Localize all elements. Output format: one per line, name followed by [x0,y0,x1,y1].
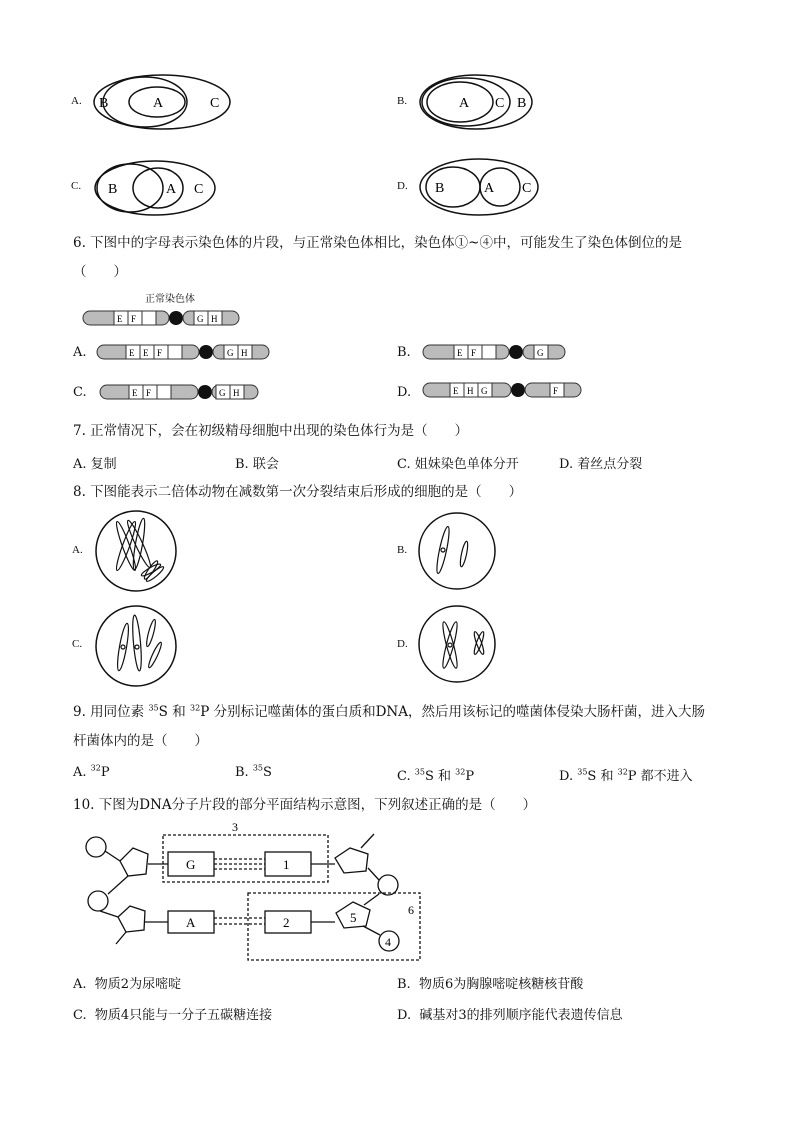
svg-text:G: G [481,386,488,396]
svg-text:F: F [553,386,559,396]
svg-text:H: H [467,386,474,396]
dna-structure-diagram [78,818,428,964]
q8-option-a-label[interactable]: A. [72,544,83,556]
question-6-stem-blank: （ ） [73,264,127,280]
svg-text:G: G [537,348,544,358]
question-10-stem: 10. 下图为DNA分子片段的部分平面结构示意图，下列叙述正确的是（ ） [73,797,537,813]
venn-option-b-label: B. [397,95,408,107]
dna-base-1-label: 1 [283,857,290,872]
venn-option-c-label: C. [71,180,82,192]
dna-phosphate-4-label: 4 [385,935,391,949]
q6-option-d-chromosome [422,379,584,401]
venn-diagram-b [416,72,541,134]
svg-text:G: G [197,314,204,324]
set-a-label: A [153,96,164,111]
svg-text:H: H [233,388,240,398]
venn-diagram-d [416,156,546,220]
q9-option-d[interactable]: D. $^{35}$S 和 $^{32}$P 都不进入 [559,767,693,784]
q6-option-b-label[interactable]: B. [397,345,411,360]
question-6-stem: 6. 下图中的字母表示染色体的片段，与正常染色体相比，染色体①~④中，可能发生了染色体倒位的是 [73,235,682,251]
set-c-label: C [194,182,204,197]
q8-option-c-cell [93,603,179,689]
q8-option-d-cell [416,603,498,685]
q8-option-b-cell [416,510,498,592]
q8-option-c-label[interactable]: C. [72,638,83,650]
svg-text:H: H [211,314,218,324]
q6-option-b-chromosome [422,341,568,363]
venn-option-a-label: A. [71,95,82,107]
q10-option-d[interactable]: D. 碱基对3的排列顺序能代表遗传信息 [397,1008,623,1023]
question-9-stem-line2: 杆菌体内的是（ ） [73,733,208,749]
q6-option-a-chromosome [96,341,272,363]
set-a-label: A [166,182,177,197]
svg-text:F: F [146,388,152,398]
svg-text:E: E [457,348,463,358]
svg-text:E: E [132,388,138,398]
q8-option-b-label[interactable]: B. [397,544,408,556]
q7-option-a[interactable]: A. 复制 [73,457,117,472]
venn-option-d-label: D. [397,180,408,192]
venn-diagram-a [90,72,240,134]
svg-text:E: E [117,314,123,324]
set-a-label: A [484,181,495,196]
q7-option-c[interactable]: C. 姐妹染色单体分开 [397,457,519,472]
q9-option-a[interactable]: A. $^{32}$P [73,763,110,780]
svg-text:F: F [131,314,137,324]
svg-text:G: G [227,348,234,358]
set-c-label: C [522,181,532,196]
set-b-label: B [435,181,445,196]
set-a-label: A [459,96,470,111]
svg-text:H: H [241,348,248,358]
q8-option-d-label[interactable]: D. [397,638,408,650]
q7-option-d[interactable]: D. 着丝点分裂 [559,457,643,472]
svg-text:F: F [157,348,163,358]
q7-option-b[interactable]: B. 联会 [235,457,279,472]
q6-option-c-label[interactable]: C. [73,385,87,400]
q9-option-c[interactable]: C. $^{35}$S 和 $^{32}$P [397,767,475,784]
q10-option-b[interactable]: B. 物质6为胸腺嘧啶核糖核苷酸 [397,977,584,992]
svg-text:E: E [143,348,149,358]
svg-text:E: E [453,386,459,396]
question-8-stem: 8. 下图能表示二倍体动物在减数第一次分裂结束后形成的细胞的是（ ） [73,484,523,500]
dna-sugar-5-label: 5 [350,910,357,925]
q6-option-a-label[interactable]: A. [73,345,87,360]
question-7-stem: 7. 正常情况下，会在初级精母细胞中出现的染色体行为是（ ） [73,423,469,439]
q6-option-d-label[interactable]: D. [397,385,412,400]
normal-chromosome-label: 正常染色体 [145,294,195,305]
dna-pair-3-label: 3 [232,820,238,834]
set-c-label: C [210,96,220,111]
set-c-label: C [495,96,505,111]
q8-option-a-cell [93,508,179,594]
q10-option-a[interactable]: A. 物质2为尿嘧啶 [73,977,182,992]
dna-base-a-label: A [186,915,196,930]
q10-option-c[interactable]: C. 物质4只能与一分子五碳糖连接 [73,1008,273,1023]
normal-chromosome [82,307,242,329]
question-9-stem: 9. 用同位素 $^{35}$S 和 $^{32}$P 分别标记噬菌体的蛋白质和DNA，然后用该标记的噬菌体侵染大肠杆菌，进入大肠 [73,703,705,720]
q6-option-c-chromosome [99,381,261,403]
svg-text:G: G [219,388,226,398]
dna-base-g-label: G [186,857,196,872]
svg-text:F: F [471,348,477,358]
venn-diagram-c [90,158,225,220]
dna-nucleotide-6-label: 6 [408,903,414,917]
set-b-label: B [108,182,118,197]
svg-text:E: E [129,348,135,358]
set-b-label: B [99,96,109,111]
set-b-label: B [517,96,527,111]
q9-option-b[interactable]: B. $^{35}$S [235,763,272,780]
dna-base-2-label: 2 [283,915,290,930]
